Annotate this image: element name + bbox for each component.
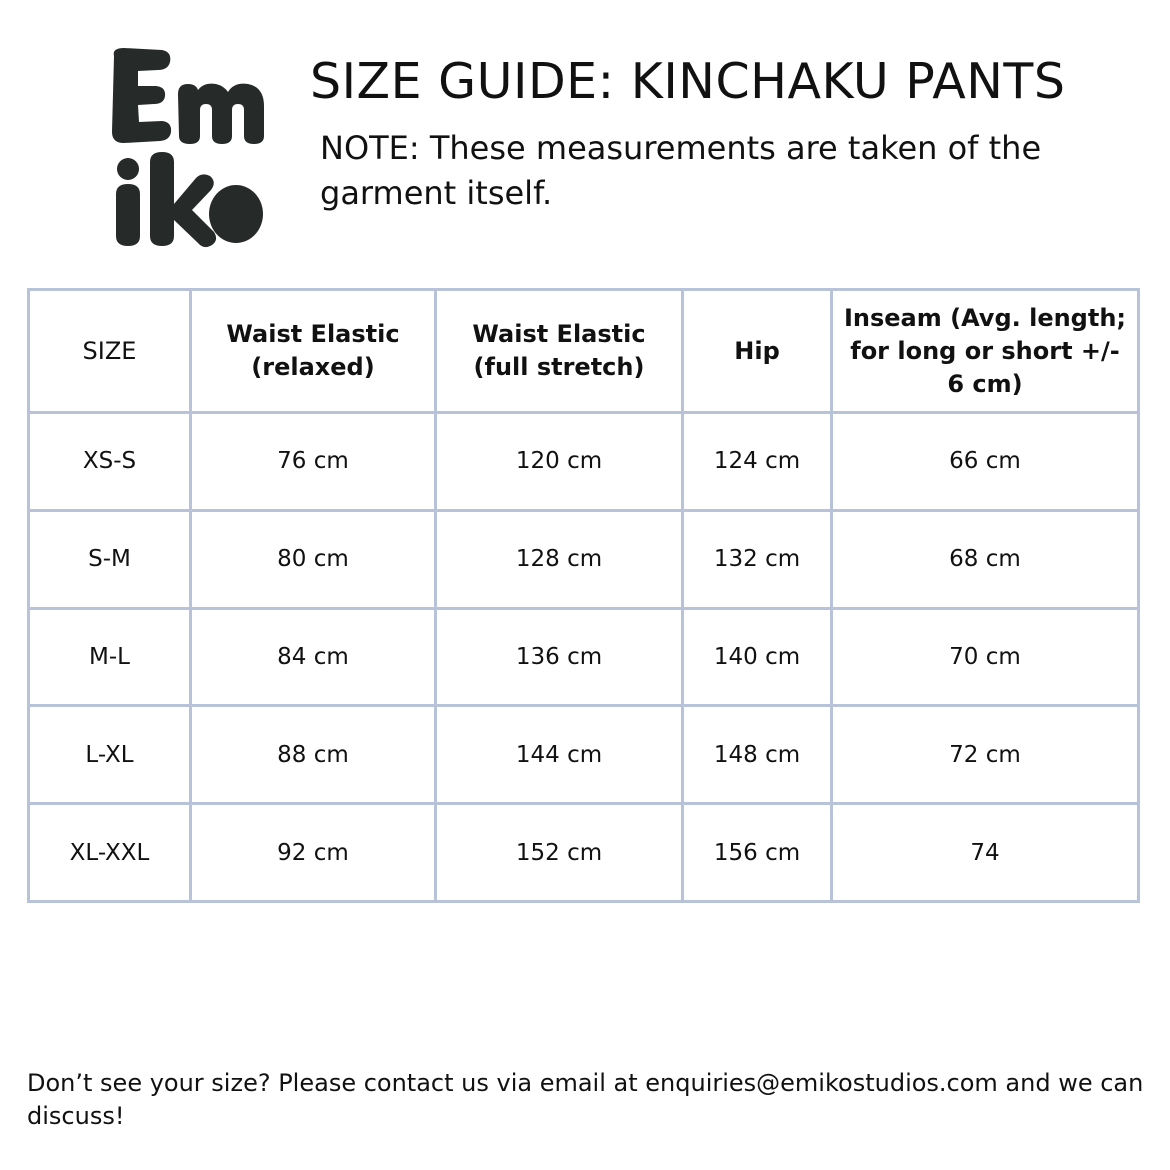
inseam-cell: 72 cm bbox=[832, 706, 1139, 804]
table-row bbox=[29, 706, 1139, 804]
table-row bbox=[29, 804, 1139, 902]
size-table bbox=[27, 288, 1140, 903]
hip-cell: 156 cm bbox=[683, 804, 832, 902]
emiko-logo bbox=[104, 44, 268, 250]
page-title: SIZE GUIDE: KINCHAKU PANTS bbox=[310, 53, 1066, 110]
size-cell: XS-S bbox=[29, 413, 191, 511]
contact-footer: Don’t see your size? Please contact us via email at enquiries@emikostudios.com and we can discuss! bbox=[27, 1069, 1144, 1130]
waist-stretch-cell: 136 cm bbox=[436, 608, 683, 706]
waist-stretch-cell: 152 cm bbox=[436, 804, 683, 902]
size-cell: XL-XXL bbox=[29, 804, 191, 902]
waist-relaxed-cell: 76 cm bbox=[191, 413, 436, 511]
inseam-cell: 68 cm bbox=[832, 510, 1139, 608]
inseam-cell: 74 bbox=[832, 804, 1139, 902]
waist-relaxed-cell: 80 cm bbox=[191, 510, 436, 608]
inseam-cell: 66 cm bbox=[832, 413, 1139, 511]
column-header-hip: Hip bbox=[683, 290, 832, 413]
waist-stretch-cell: 144 cm bbox=[436, 706, 683, 804]
inseam-cell: 70 cm bbox=[832, 608, 1139, 706]
table-row bbox=[29, 608, 1139, 706]
size-cell: M-L bbox=[29, 608, 191, 706]
table-header-row bbox=[29, 290, 1139, 413]
table-row bbox=[29, 413, 1139, 511]
emiko-logo-mark bbox=[104, 44, 268, 250]
hip-cell: 132 cm bbox=[683, 510, 832, 608]
hip-cell: 148 cm bbox=[683, 706, 832, 804]
column-header-inseam: Inseam (Avg. length; for long or short +/- 6 cm) bbox=[832, 290, 1139, 413]
hip-cell: 124 cm bbox=[683, 413, 832, 511]
size-cell: L-XL bbox=[29, 706, 191, 804]
waist-relaxed-cell: 92 cm bbox=[191, 804, 436, 902]
waist-relaxed-cell: 84 cm bbox=[191, 608, 436, 706]
column-header-waist-relaxed: Waist Elastic (relaxed) bbox=[191, 290, 436, 413]
waist-stretch-cell: 128 cm bbox=[436, 510, 683, 608]
hip-cell: 140 cm bbox=[683, 608, 832, 706]
table-row bbox=[29, 510, 1139, 608]
column-header-size: SIZE bbox=[29, 290, 191, 413]
measurement-note: NOTE: These measurements are taken of the garment itself. bbox=[320, 129, 1042, 212]
waist-relaxed-cell: 88 cm bbox=[191, 706, 436, 804]
size-cell: S-M bbox=[29, 510, 191, 608]
waist-stretch-cell: 120 cm bbox=[436, 413, 683, 511]
column-header-waist-stretch: Waist Elastic (full stretch) bbox=[436, 290, 683, 413]
